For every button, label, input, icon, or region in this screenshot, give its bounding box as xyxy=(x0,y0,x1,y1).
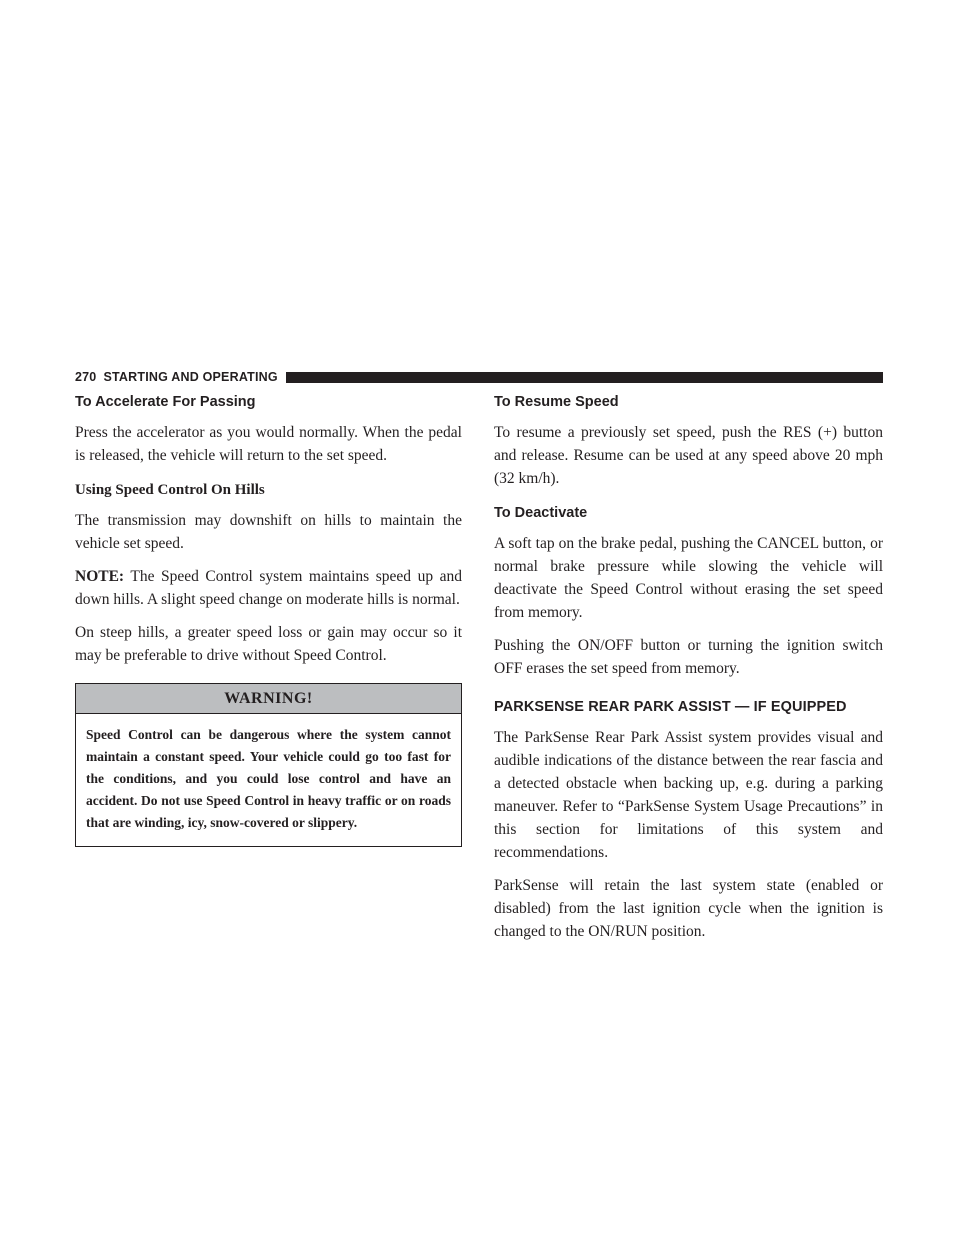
left-column xyxy=(75,393,462,847)
heading-accelerate: To Accelerate For Passing xyxy=(75,394,256,410)
paragraph-deactivate-2: Pushing the ON/OFF button or turning the ignition switch OFF erases the set speed from memory. xyxy=(494,637,883,677)
paragraph-steep-hills: On steep hills, a greater speed loss or gain may occur so it may be preferable to drive without Speed Control. xyxy=(75,624,462,664)
page-number: 270 xyxy=(75,370,97,384)
warning-text: Speed Control can be dangerous where the system cannot maintain a constant speed. Your vehicle could go too fast for the conditions, and you could lose control and have an accident. Do not use Speed Control in heavy traffic or on roads that are winding, icy, snow-covered or slippery. xyxy=(86,727,451,830)
heading-deactivate: To Deactivate xyxy=(494,505,588,521)
heading-resume: To Resume Speed xyxy=(494,394,619,410)
note-paragraph xyxy=(75,565,462,611)
section-title: STARTING AND OPERATING xyxy=(103,370,278,384)
paragraph-resume: To resume a previously set speed, push the RES (+) button and release. Resume can be used at any speed above 20 mph (32 km/h). xyxy=(494,424,883,487)
note-label: NOTE: xyxy=(75,568,125,585)
warning-title: WARNING! xyxy=(76,684,461,714)
paragraph-hills: The transmission may downshift on hills to maintain the vehicle set speed. xyxy=(75,512,462,552)
heading-hills: Using Speed Control On Hills xyxy=(75,482,265,498)
paragraph-parksense-2: ParkSense will retain the last system state (enabled or disabled) from the last ignition cycle when the ignition is changed to the ON/RUN position. xyxy=(494,877,883,940)
note-text: The Speed Control system maintains speed up and down hills. A slight speed change on moderate hills is normal. xyxy=(75,568,462,608)
page-header xyxy=(75,369,883,385)
right-column xyxy=(494,393,883,953)
paragraph-parksense-1: The ParkSense Rear Park Assist system provides visual and audible indications of the distance between the rear fascia and a detected obstacle when backing up, e.g. during a parking maneuver. Refer to “ParkSense System Usage Precautions” in this section for limitations of this system and recommendations. xyxy=(494,729,883,861)
warning-box xyxy=(75,683,462,847)
paragraph-deactivate-1: A soft tap on the brake pedal, pushing the CANCEL button, or normal brake pressure while slowing the vehicle will deactivate the Speed Control without erasing the set speed from memory. xyxy=(494,535,883,621)
paragraph-accelerate: Press the accelerator as you would normally. When the pedal is released, the vehicle will return to the set speed. xyxy=(75,424,462,464)
heading-parksense: PARKSENSE REAR PARK ASSIST — IF EQUIPPED xyxy=(494,699,847,715)
header-rule xyxy=(286,372,883,383)
